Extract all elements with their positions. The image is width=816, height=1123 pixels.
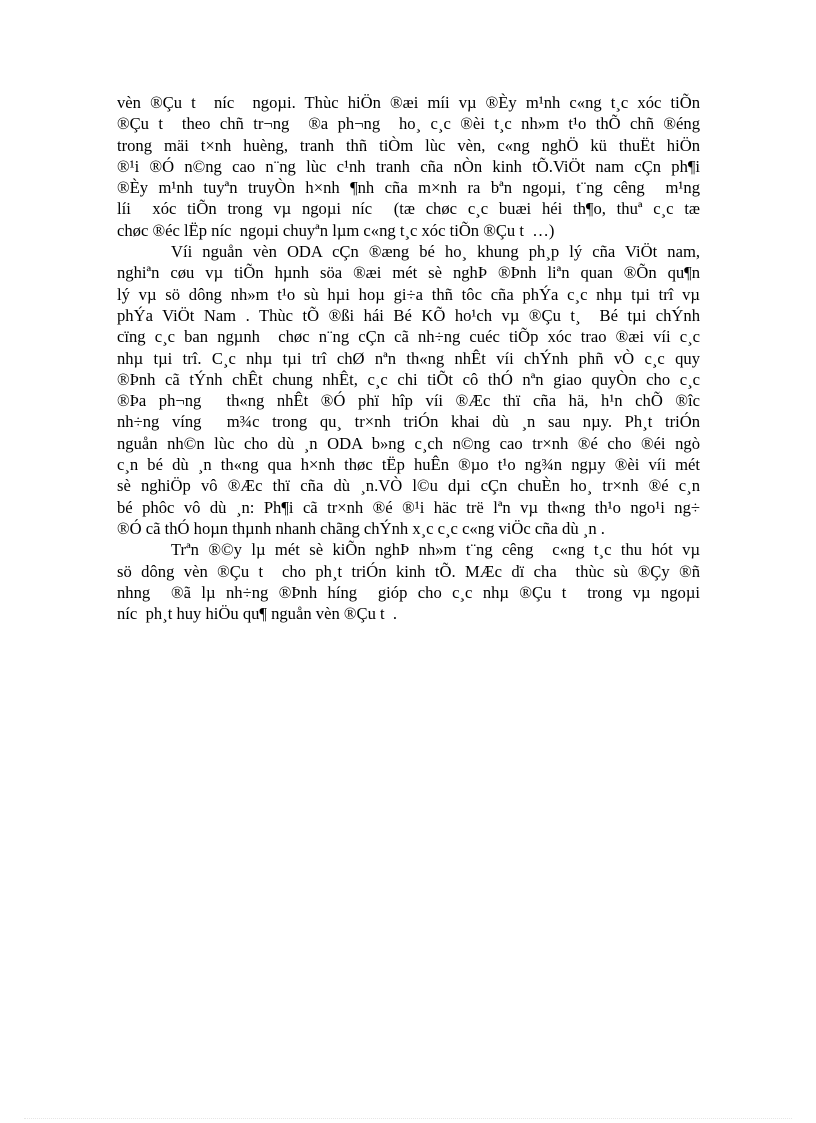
text-line: chøc ®éc lËp níc ngoµi chuyªn lµm c«ng t¸c xóc tiÕn ®Çu t …) (117, 220, 555, 240)
text-line: ®Ó cã thÓ hoµn thµnh nhanh chãng chÝnh x¸c c¸c c«ng viÖc cña dù ¸n . (117, 518, 605, 538)
text-line: ®Çu t theo chñ tr¬ng ®a ph¬ng ho¸ c¸c ®èi t¸c nh»m t¹o thÕ chñ ®éng (117, 114, 700, 134)
paragraph-2 (117, 241, 700, 539)
text-line: ®Þnh cã tÝnh chÊt chung nhÊt, c¸c chi tiÕt cô thÓ nªn giao quyÒn cho c¸c (117, 369, 700, 389)
text-line: ®Þa ph¬ng th«ng nhÊt ®Ó phï hîp víi ®Æc thï cña hä, h¹n chÕ ®îc (117, 391, 700, 411)
text-line: sö dông vèn ®Çu t cho ph¸t triÓn kinh tÕ. MÆc dï cha thùc sù ®Çy ®ñ (117, 561, 700, 581)
text-line: Trªn ®©y lµ mét sè kiÕn nghÞ nh»m t¨ng cêng c«ng t¸c thu hót vµ (171, 540, 700, 560)
text-line: bé phôc vô dù ¸n: Ph¶i cã tr×nh ®é ®¹i häc trë lªn vµ th«ng th¹o ngo¹i ng÷ (117, 497, 700, 517)
text-line: nghiªn cøu vµ tiÕn hµnh söa ®æi mét sè nghÞ ®Þnh liªn quan ®Õn qu¶n (117, 263, 700, 283)
body-text (117, 92, 700, 624)
text-line: nhng ®ã lµ nh÷ng ®Þnh híng gióp cho c¸c nhµ ®Çu t trong vµ ngoµi (117, 582, 700, 602)
text-line: lý vµ sö dông nh»m t¹o sù hµi hoµ gi÷a thñ tôc cña phÝa c¸c nhµ tµi trî vµ (117, 284, 700, 304)
text-line: líi xóc tiÕn trong vµ ngoµi níc (tæ chøc c¸c buæi héi th¶o, thuª c¸c tæ (117, 199, 700, 219)
text-line: ®¹i ®Ó n©ng cao n¨ng lùc c¹nh tranh cña nÒn kinh tÕ.ViÖt nam cÇn ph¶i (117, 156, 700, 176)
paragraph-3 (117, 539, 700, 624)
text-line: níc ph¸t huy hiÖu qu¶ nguån vèn ®Çu t . (117, 604, 398, 624)
text-line: trong mäi t×nh huèng, tranh thñ tiÒm lùc vèn, c«ng nghÖ kü thuËt hiÖn (117, 135, 700, 155)
page-bottom-edge (24, 1118, 792, 1119)
text-line: sè nghiÖp vô ®Æc thï cña dù ¸n.VÒ l©u dµi cÇn chuÈn ho¸ tr×nh ®é c¸n (117, 476, 700, 496)
text-line: nguån nh©n lùc cho dù ¸n ODA b»ng c¸ch n©ng cao tr×nh ®é cho ®éi ngò (117, 433, 700, 453)
text-line: nhµ tµi trî. C¸c nhµ tµi trî chØ nªn th«ng nhÊt víi chÝnh phñ vÒ c¸c quy (117, 348, 700, 368)
text-line: phÝa ViÖt Nam . Thùc tÕ ®ßi hái Bé KÕ ho¹ch vµ ®Çu t¸ Bé tµi chÝnh (117, 305, 700, 325)
paragraph-1 (117, 92, 700, 241)
text-line: ®Èy m¹nh tuyªn truyÒn h×nh ¶nh cña m×nh ra bªn ngoµi, t¨ng cêng m¹ng (117, 178, 700, 198)
text-line: cïng c¸c ban ngµnh chøc n¨ng cÇn cã nh÷ng cuéc tiÕp xóc trao ®æi víi c¸c (117, 327, 700, 347)
text-line: vèn ®Çu t níc ngoµi. Thùc hiÖn ®æi míi vµ ®Èy m¹nh c«ng t¸c xóc tiÕn (117, 93, 700, 112)
text-line: Víi nguån vèn ODA cÇn ®æng bé ho¸ khung ph¸p lý cña ViÖt nam, (171, 242, 700, 262)
text-line: nh÷ng víng m¾c trong qu¸ tr×nh triÓn khai dù ¸n sau nµy. Ph¸t triÓn (117, 412, 700, 432)
text-line: c¸n bé dù ¸n th«ng qua h×nh thøc tËp huÊn ®µo t¹o ng¾n ngµy ®èi víi mét (117, 455, 700, 475)
